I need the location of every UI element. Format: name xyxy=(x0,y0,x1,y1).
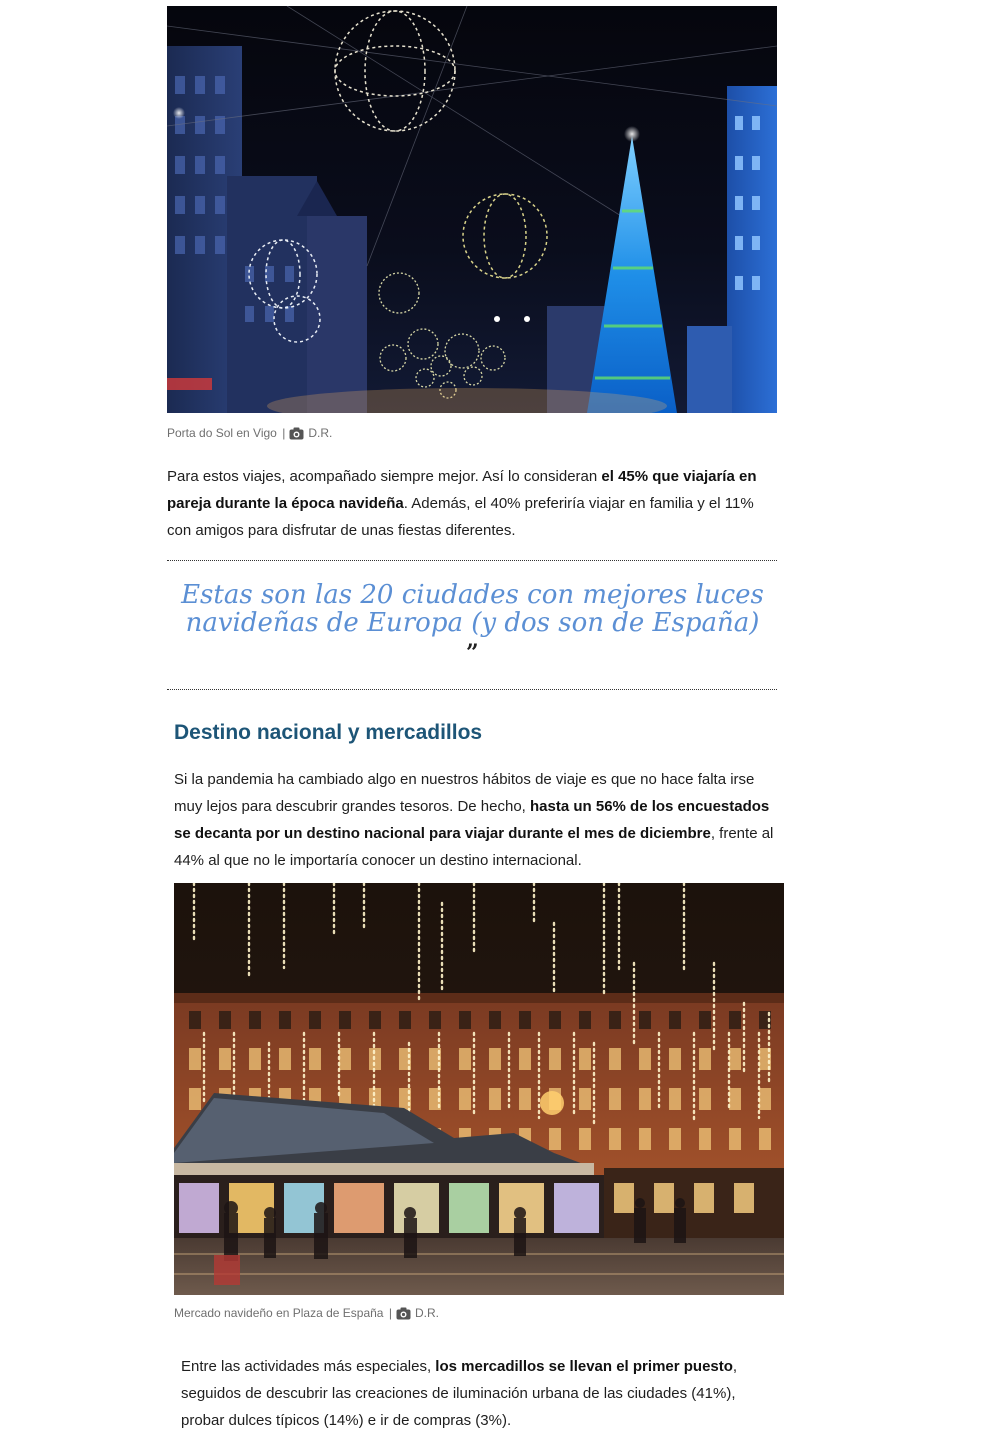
pullquote-bottom-divider xyxy=(167,689,777,690)
paragraph2-text-b: , frente al 44% al que no le importaría conocer un destino internacional. xyxy=(174,825,774,869)
figure1-caption: Porta do Sol en Vigo | D.R. xyxy=(167,426,333,440)
camera-icon xyxy=(289,427,304,440)
camera-icon xyxy=(396,1307,411,1320)
paragraph1-text-a: Para estos viajes, acompañado siempre mejor. Así lo consideran xyxy=(167,468,602,485)
figure2-caption-text: Mercado navideño en Plaza de España xyxy=(174,1306,384,1320)
pullquote-text[interactable]: Estas son las 20 ciudades con mejores luces navideñas de Europa (y dos son de España) xyxy=(181,580,764,638)
figure2-caption: Mercado navideño en Plaza de España | D.R. xyxy=(174,1306,439,1320)
paragraph3-text-b: , seguidos de descubrir las creaciones de iluminación urbana de las ciudades (41%), probar dulces típicos (14%) e ir de compras (3%). xyxy=(181,1358,738,1429)
figure1-credit: D.R. xyxy=(308,426,333,440)
vigo-christmas-lights-photo xyxy=(167,6,777,413)
paragraph2-text-a: Si la pandemia ha cambiado algo en nuestros hábitos de viaje es que no hace falta irse muy lejos para descubrir grandes tesoros. De hecho, xyxy=(174,771,755,815)
paragraph-national-destination xyxy=(174,766,779,874)
paragraph3-text-a: Entre las actividades más especiales, xyxy=(181,1358,436,1375)
figure1-caption-text: Porta do Sol en Vigo xyxy=(167,426,277,440)
paragraph3-bold: los mercadillos se llevan el primer puesto xyxy=(435,1358,733,1375)
paragraph-travel-companions xyxy=(167,463,777,544)
paragraph-activities xyxy=(181,1353,781,1434)
paragraph1-bold: el 45% que viajaría en pareja durante la época navideña xyxy=(167,468,757,512)
pullquote-close-mark xyxy=(466,640,479,666)
section-heading: Destino nacional y mercadillos xyxy=(174,721,483,744)
paragraph1-text-b: . Además, el 40% preferiría viajar en familia y el 11% con amigos para disfrutar de unas fiestas diferentes. xyxy=(167,495,754,539)
pullquote-top-divider xyxy=(167,560,777,561)
pullquote-mark-glyph: ” xyxy=(466,640,479,666)
pullquote-link[interactable] xyxy=(180,581,765,637)
christmas-market-photo xyxy=(174,883,784,1295)
paragraph2-bold: hasta un 56% de los encuestados se decanta por un destino nacional para viajar durante el mes de diciembre xyxy=(174,798,770,842)
figure2-credit: D.R. xyxy=(414,1306,439,1320)
